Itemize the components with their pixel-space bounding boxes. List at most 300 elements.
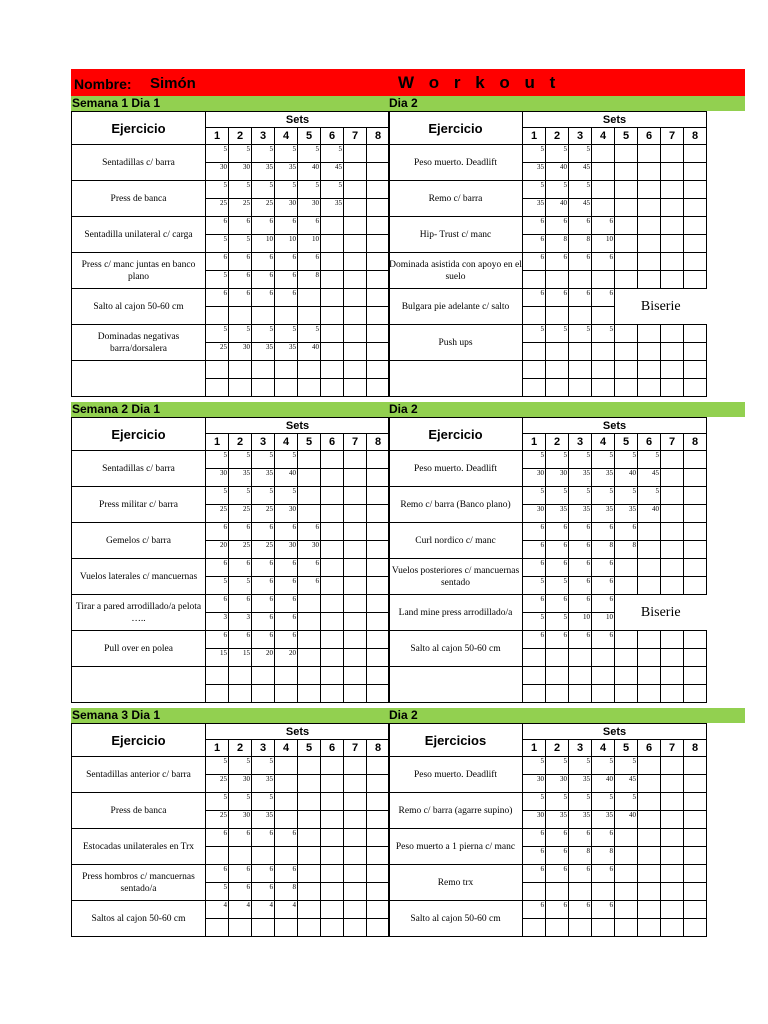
set-value <box>661 829 684 847</box>
set-value <box>684 775 707 793</box>
set-value <box>367 847 390 865</box>
set-value: 5 <box>275 451 298 469</box>
set-value: 6 <box>252 595 275 613</box>
set-value <box>275 793 298 811</box>
set-value: 20 <box>252 649 275 667</box>
set-value: 5 <box>252 145 275 163</box>
set-value: 6 <box>546 865 569 883</box>
set-value <box>229 379 252 397</box>
set-value <box>344 577 367 595</box>
exercise-name: Sentadilla unilateral c/ carga <box>72 217 206 253</box>
set-value <box>569 379 592 397</box>
set-value <box>684 343 707 361</box>
set-value <box>615 181 638 199</box>
exercise-name: Remo c/ barra (agarre supino) <box>389 793 523 829</box>
set-value <box>367 163 390 181</box>
set-value: 6 <box>229 253 252 271</box>
set-value <box>638 523 661 541</box>
set-value <box>344 865 367 883</box>
exercise-name: Peso muerto. Deadlift <box>389 757 523 793</box>
set-value: 6 <box>569 595 592 613</box>
set-value <box>298 289 321 307</box>
set-value: 6 <box>569 865 592 883</box>
set-value <box>344 307 367 325</box>
set-value: 20 <box>275 649 298 667</box>
set-value: 6 <box>546 901 569 919</box>
set-value <box>344 487 367 505</box>
set-value <box>684 577 707 595</box>
set-value <box>592 181 615 199</box>
set-value <box>298 487 321 505</box>
set-value: 30 <box>298 541 321 559</box>
set-value <box>206 361 229 379</box>
set-value <box>615 559 638 577</box>
set-value: 6 <box>229 559 252 577</box>
exercise-name: Remo c/ barra (Banco plano) <box>389 487 523 523</box>
set-number: 8 <box>367 434 390 451</box>
set-value <box>367 469 390 487</box>
set-value: 10 <box>569 613 592 631</box>
set-value <box>252 379 275 397</box>
set-number: 1 <box>206 740 229 757</box>
set-value <box>684 829 707 847</box>
set-value: 6 <box>275 577 298 595</box>
set-value <box>615 145 638 163</box>
set-value: 6 <box>275 595 298 613</box>
set-value: 15 <box>206 649 229 667</box>
set-value <box>367 379 390 397</box>
set-value: 6 <box>592 595 615 613</box>
set-number: 1 <box>206 128 229 145</box>
set-value <box>344 469 367 487</box>
set-value: 6 <box>592 631 615 649</box>
set-value: 5 <box>206 451 229 469</box>
set-value <box>367 289 390 307</box>
set-value: 6 <box>523 829 546 847</box>
set-value <box>592 163 615 181</box>
table-row <box>389 451 707 469</box>
set-value <box>684 649 707 667</box>
set-value <box>344 649 367 667</box>
set-value <box>661 487 684 505</box>
set-value <box>275 919 298 937</box>
set-value: 6 <box>252 253 275 271</box>
set-value: 6 <box>592 559 615 577</box>
set-value <box>367 631 390 649</box>
set-value: 5 <box>546 793 569 811</box>
set-value: 6 <box>206 595 229 613</box>
set-number: 4 <box>275 740 298 757</box>
set-value <box>344 613 367 631</box>
section-title: Dia 2 <box>389 402 418 416</box>
set-value <box>684 757 707 775</box>
set-value <box>298 613 321 631</box>
set-value <box>321 541 344 559</box>
set-value: 6 <box>275 271 298 289</box>
set-value <box>638 649 661 667</box>
set-value <box>252 685 275 703</box>
set-value: 25 <box>229 541 252 559</box>
day2-table <box>388 111 707 397</box>
set-value <box>569 919 592 937</box>
set-value: 6 <box>229 271 252 289</box>
set-value <box>592 649 615 667</box>
set-number: 8 <box>684 740 707 757</box>
set-value: 10 <box>252 235 275 253</box>
set-value <box>344 829 367 847</box>
set-value: 25 <box>229 199 252 217</box>
set-value <box>615 253 638 271</box>
set-value: 5 <box>546 757 569 775</box>
set-value <box>638 253 661 271</box>
ejercicio-header: Ejercicio <box>72 724 206 757</box>
set-value: 6 <box>206 559 229 577</box>
set-value: 25 <box>252 199 275 217</box>
set-number: 6 <box>638 128 661 145</box>
set-value <box>523 919 546 937</box>
set-value <box>344 559 367 577</box>
table-row <box>389 253 707 271</box>
set-number: 7 <box>344 434 367 451</box>
set-value <box>321 307 344 325</box>
set-value: 5 <box>546 145 569 163</box>
set-value: 6 <box>252 559 275 577</box>
set-value: 30 <box>523 775 546 793</box>
set-value: 25 <box>206 343 229 361</box>
set-number: 4 <box>275 128 298 145</box>
set-value: 6 <box>523 559 546 577</box>
set-value: 35 <box>592 811 615 829</box>
set-value <box>298 757 321 775</box>
set-value <box>615 217 638 235</box>
set-value: 40 <box>298 343 321 361</box>
set-value <box>206 685 229 703</box>
set-value <box>661 235 684 253</box>
set-value <box>684 469 707 487</box>
set-value: 6 <box>275 523 298 541</box>
set-value <box>523 649 546 667</box>
set-number: 5 <box>615 434 638 451</box>
set-number: 2 <box>546 434 569 451</box>
set-value: 6 <box>592 289 615 307</box>
table-row <box>389 217 707 235</box>
set-number: 5 <box>298 128 321 145</box>
set-value: 6 <box>569 577 592 595</box>
set-value <box>275 685 298 703</box>
set-value <box>638 271 661 289</box>
set-value <box>367 649 390 667</box>
table-row <box>389 523 707 541</box>
set-value <box>298 307 321 325</box>
set-value <box>367 541 390 559</box>
set-value: 6 <box>546 541 569 559</box>
set-value <box>569 649 592 667</box>
set-value: 6 <box>275 631 298 649</box>
set-value: 40 <box>615 469 638 487</box>
set-value <box>546 343 569 361</box>
set-value: 30 <box>275 541 298 559</box>
set-value: 5 <box>229 487 252 505</box>
set-value <box>661 811 684 829</box>
set-value <box>252 919 275 937</box>
set-number: 2 <box>229 434 252 451</box>
set-value <box>344 667 367 685</box>
table-row <box>72 217 390 235</box>
set-value: 4 <box>229 901 252 919</box>
section-title: Semana 1 Dia 1 <box>72 96 161 110</box>
set-value <box>615 235 638 253</box>
table-row <box>389 793 707 811</box>
set-value: 6 <box>252 523 275 541</box>
set-value: 6 <box>275 559 298 577</box>
set-value <box>523 361 546 379</box>
table-row <box>72 487 390 505</box>
set-value: 6 <box>523 847 546 865</box>
set-value: 5 <box>229 451 252 469</box>
set-value <box>252 361 275 379</box>
set-number: 6 <box>321 740 344 757</box>
set-value <box>367 505 390 523</box>
set-value: 6 <box>298 217 321 235</box>
set-value <box>321 847 344 865</box>
exercise-name: Estocadas unilaterales en Trx <box>72 829 206 865</box>
set-value <box>321 289 344 307</box>
set-value: 5 <box>592 757 615 775</box>
set-value <box>592 667 615 685</box>
section-title: Dia 2 <box>389 96 418 110</box>
set-value: 5 <box>252 793 275 811</box>
exercise-name: Salto al cajon 50-60 cm <box>72 289 206 325</box>
set-value: 5 <box>546 613 569 631</box>
table-row <box>72 865 390 883</box>
set-value: 5 <box>615 793 638 811</box>
set-value: 35 <box>252 811 275 829</box>
set-value <box>661 217 684 235</box>
set-value <box>321 883 344 901</box>
set-value: 5 <box>615 757 638 775</box>
set-value: 5 <box>321 181 344 199</box>
set-value <box>638 577 661 595</box>
sets-header: Sets <box>206 724 390 740</box>
set-value: 20 <box>206 541 229 559</box>
set-value <box>523 307 546 325</box>
set-value <box>344 253 367 271</box>
header-banner <box>71 69 745 96</box>
set-value <box>298 685 321 703</box>
table-row <box>72 901 390 919</box>
table-row <box>72 451 390 469</box>
set-value <box>661 667 684 685</box>
set-value <box>592 145 615 163</box>
set-value <box>592 919 615 937</box>
exercise-name: Vuelos posteriores c/ mancuernas sentado <box>389 559 523 595</box>
exercise-name: Vuelos laterales c/ mancuernas <box>72 559 206 595</box>
set-value <box>546 271 569 289</box>
set-value <box>592 883 615 901</box>
set-number: 1 <box>523 434 546 451</box>
set-value: 30 <box>546 469 569 487</box>
set-value: 35 <box>592 505 615 523</box>
set-number: 5 <box>615 740 638 757</box>
set-value <box>546 685 569 703</box>
set-value <box>321 487 344 505</box>
set-value <box>546 361 569 379</box>
exercise-name: Press de banca <box>72 181 206 217</box>
set-value <box>638 631 661 649</box>
set-value: 5 <box>569 757 592 775</box>
set-value: 30 <box>229 811 252 829</box>
set-value: 35 <box>252 775 275 793</box>
set-value <box>252 667 275 685</box>
set-value <box>661 253 684 271</box>
set-value <box>367 181 390 199</box>
set-value <box>367 865 390 883</box>
set-value <box>344 343 367 361</box>
set-value: 30 <box>298 199 321 217</box>
set-value <box>321 271 344 289</box>
set-value <box>321 829 344 847</box>
set-value: 5 <box>569 145 592 163</box>
set-value <box>321 217 344 235</box>
set-value: 6 <box>523 541 546 559</box>
set-value <box>615 163 638 181</box>
set-value <box>298 361 321 379</box>
set-value: 6 <box>298 523 321 541</box>
table-row <box>72 253 390 271</box>
set-value <box>367 559 390 577</box>
table-row <box>389 487 707 505</box>
set-value <box>661 505 684 523</box>
set-value <box>684 145 707 163</box>
set-value: 5 <box>252 451 275 469</box>
set-value <box>367 145 390 163</box>
set-value: 5 <box>252 181 275 199</box>
table-row <box>389 667 707 685</box>
set-value <box>684 685 707 703</box>
set-value: 40 <box>638 505 661 523</box>
set-value: 6 <box>592 901 615 919</box>
set-value <box>546 307 569 325</box>
set-value: 35 <box>523 163 546 181</box>
set-value <box>344 793 367 811</box>
set-value: 5 <box>206 325 229 343</box>
set-value: 5 <box>523 145 546 163</box>
table-row <box>72 595 390 613</box>
set-number: 2 <box>229 128 252 145</box>
set-value: 35 <box>569 469 592 487</box>
set-value <box>615 865 638 883</box>
set-value <box>661 577 684 595</box>
set-value <box>229 307 252 325</box>
set-value: 5 <box>592 325 615 343</box>
set-value: 35 <box>546 811 569 829</box>
set-value: 5 <box>275 487 298 505</box>
set-value <box>569 667 592 685</box>
set-value <box>569 271 592 289</box>
set-value <box>367 595 390 613</box>
set-value <box>592 307 615 325</box>
day2-table <box>388 417 707 703</box>
set-value: 5 <box>592 793 615 811</box>
set-value <box>321 613 344 631</box>
set-value <box>592 685 615 703</box>
set-value: 30 <box>275 505 298 523</box>
set-value: 8 <box>592 847 615 865</box>
set-value <box>615 577 638 595</box>
set-value <box>638 775 661 793</box>
set-value <box>638 181 661 199</box>
set-value <box>638 865 661 883</box>
set-number: 1 <box>523 740 546 757</box>
set-value: 6 <box>252 631 275 649</box>
set-value: 5 <box>252 487 275 505</box>
set-value <box>321 253 344 271</box>
set-value: 5 <box>569 487 592 505</box>
set-value <box>367 523 390 541</box>
table-row <box>389 325 707 343</box>
set-value: 35 <box>252 163 275 181</box>
set-value <box>523 883 546 901</box>
exercise-name: Pull over en polea <box>72 631 206 667</box>
set-value: 6 <box>252 577 275 595</box>
set-value: 5 <box>523 577 546 595</box>
set-value: 6 <box>569 559 592 577</box>
set-value <box>661 793 684 811</box>
set-value: 30 <box>523 811 546 829</box>
set-value: 5 <box>321 145 344 163</box>
table-row <box>72 361 390 379</box>
exercise-name: Dominada asistida con apoyo en el suelo <box>389 253 523 289</box>
set-value <box>684 325 707 343</box>
set-value <box>684 199 707 217</box>
set-value <box>321 793 344 811</box>
set-value: 30 <box>546 775 569 793</box>
set-value <box>569 685 592 703</box>
set-value <box>367 307 390 325</box>
section-bar <box>388 708 745 723</box>
set-value: 45 <box>321 163 344 181</box>
set-value <box>661 361 684 379</box>
set-value <box>298 919 321 937</box>
set-value <box>661 523 684 541</box>
set-value <box>592 271 615 289</box>
set-value: 6 <box>206 253 229 271</box>
set-value: 6 <box>523 235 546 253</box>
table-row <box>72 559 390 577</box>
set-value <box>275 775 298 793</box>
set-value <box>661 847 684 865</box>
set-number: 1 <box>206 434 229 451</box>
set-value <box>298 901 321 919</box>
set-value: 6 <box>252 613 275 631</box>
set-number: 8 <box>684 434 707 451</box>
set-value <box>298 883 321 901</box>
set-value: 6 <box>275 865 298 883</box>
set-value <box>638 379 661 397</box>
set-value: 40 <box>615 811 638 829</box>
set-number: 6 <box>321 128 344 145</box>
set-value: 5 <box>523 451 546 469</box>
set-value: 25 <box>206 505 229 523</box>
set-value <box>367 487 390 505</box>
set-value: 6 <box>546 829 569 847</box>
set-number: 3 <box>252 434 275 451</box>
set-value: 5 <box>298 325 321 343</box>
set-value <box>206 667 229 685</box>
set-value <box>615 883 638 901</box>
set-value <box>615 649 638 667</box>
set-number: 6 <box>321 434 344 451</box>
